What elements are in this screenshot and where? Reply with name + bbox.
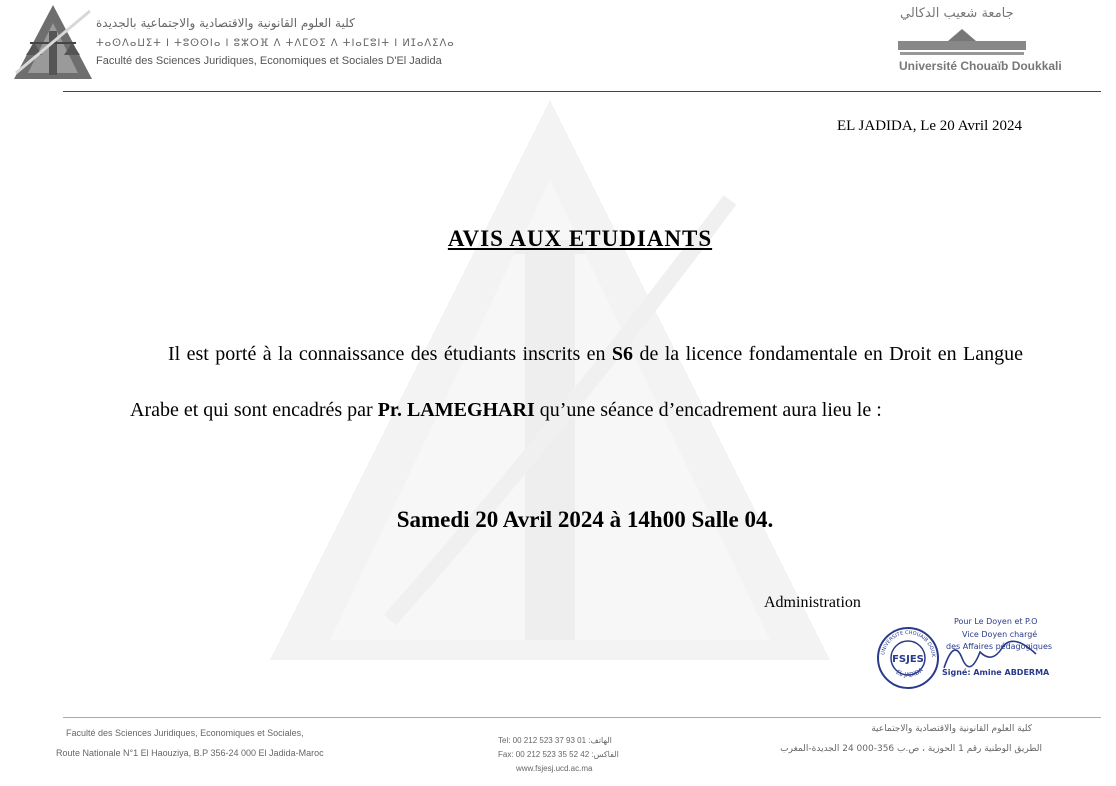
- event-details: Samedi 20 Avril 2024 à 14h00 Salle 04.: [396, 507, 774, 532]
- svg-text:EL JADIDA: [895, 666, 926, 679]
- footer-address: Route Nationale N°1 El Haouziya, B.P 356-24 000 El Jadida-Maroc: [56, 748, 324, 758]
- faculty-name-arabic: كلية العلوم القانونية والاقتصادية والاجتماعية بالجديدة: [96, 16, 355, 30]
- signature-line-3: des Affaires pédagogiques: [946, 642, 1053, 651]
- stamp-center-text: FSJES: [892, 654, 924, 665]
- footer-contact: [498, 734, 619, 776]
- faculty-logo: [12, 3, 94, 81]
- date-line: EL JADIDA, Le 20 Avril 2024: [837, 118, 1022, 134]
- stamp-ring-bottom-text: EL JADIDA: [894, 666, 925, 679]
- body-text-1: Il est porté à la connaissance des étudiants inscrits en: [168, 343, 612, 365]
- signature-line-1: Pour Le Doyen et P.O: [954, 617, 1038, 626]
- university-name-arabic: جامعة شعيب الدكالي: [900, 6, 1014, 21]
- semester-label: S6: [611, 343, 634, 365]
- notice-title: AVIS AUX ETUDIANTS: [447, 226, 713, 251]
- footer-tel: Tel: 00 212 523 37 93 01 :الهاتف: [498, 736, 612, 745]
- footer-fax: Fax: 00 212 523 35 52 42 :الفاكس: [498, 750, 619, 759]
- header-divider: [63, 91, 1101, 92]
- stamp-ring-top-text: UNIVERSITE CHOUAIB DOUK: [880, 629, 937, 658]
- university-name-french: Université Chouaïb Doukkali: [899, 59, 1062, 73]
- professor-name: Pr. LAMEGHARI: [377, 398, 535, 421]
- body-text-3: qu’une séance d’encadrement aura lieu le :: [534, 398, 882, 421]
- signature-line-2: Vice Doyen chargé: [962, 630, 1038, 639]
- footer-divider: [63, 717, 1101, 718]
- administration-label: Administration: [764, 594, 861, 611]
- footer-website: www.fsjesj.ucd.ac.ma: [516, 764, 593, 773]
- notice-body: [130, 327, 1023, 438]
- footer-faculty-name-arabic: كلية العلوم القانونية والاقتصادية والاجتماعية: [871, 724, 1032, 734]
- signatory-name: Signé: Amine ABDERMA: [942, 668, 1050, 677]
- body-text-2: de la licence fondamentale en Droit en Langue Arabe et qui sont encadrés par: [130, 343, 1023, 421]
- footer-address-arabic: الطريق الوطنية رقم 1 الحوزية ، ص.ب 356-000 24 الجديدة-المغرب: [780, 744, 1042, 754]
- faculty-name-tifinagh: ⵜⴰⵙⴷⴰⵡⵉⵜ ⵏ ⵜⵓⵙⵙⵏⴰ ⵏ ⵓⵣⵔⴼ ⴷ ⵜⴷⵎⵙⵉ ⴷ ⵜⵏⴰⵎⵓⵏⵜ ⵏ ⵍⵊⴰⴷⵉⴷⴰ: [96, 38, 455, 49]
- official-stamp: [876, 626, 940, 690]
- footer-faculty-name: Faculté des Sciences Juridiques, Economiques et Sociales,: [66, 728, 304, 738]
- university-logo: [898, 27, 1026, 57]
- faculty-name-french: Faculté des Sciences Juridiques, Economiques et Sociales D'El Jadida: [96, 55, 442, 67]
- signature-block: [940, 612, 1053, 688]
